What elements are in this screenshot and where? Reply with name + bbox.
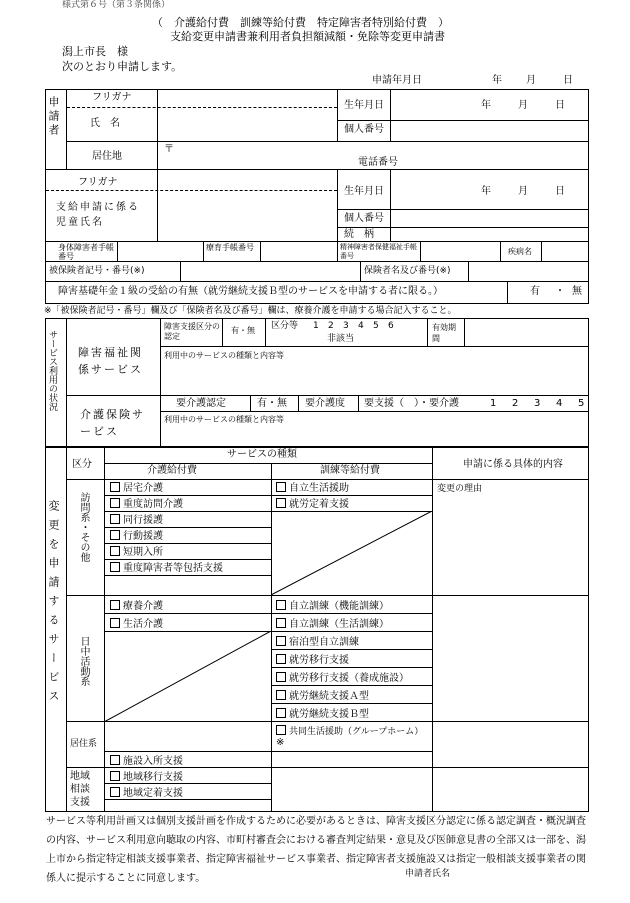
applicant-birth-month: 月 xyxy=(518,100,528,111)
insured-number-label: 被保険者記号・番号(※) xyxy=(49,266,145,276)
mental-handbook-label: 精神障害者保健福祉手帳番号 xyxy=(340,243,417,260)
checkbox-icon[interactable] xyxy=(276,690,286,700)
kaigo-option-9[interactable]: 施設入所支援 xyxy=(110,755,183,767)
pension-yes[interactable]: 有 xyxy=(530,286,540,297)
content-header: 申請に係る具体的内容 xyxy=(463,459,563,470)
kunren-option-2[interactable]: 就労定着支援 xyxy=(276,498,349,510)
checkbox-icon[interactable] xyxy=(276,672,286,682)
kunren-option-10[interactable]: 共同生活援助（グループホーム） xyxy=(276,725,423,737)
child-birth-month: 月 xyxy=(518,186,528,197)
checkbox-icon[interactable] xyxy=(276,482,286,492)
disease-name-label: 疾病名 xyxy=(508,247,532,256)
checkbox-icon[interactable] xyxy=(276,708,286,718)
checkbox-icon[interactable] xyxy=(110,755,120,765)
application-date-day: 日 xyxy=(563,75,573,86)
child-birth-day: 日 xyxy=(555,186,565,197)
ryoiku-handbook-label: 療育手帳番号 xyxy=(206,243,254,252)
class-header: 区分 xyxy=(72,459,92,470)
insurance-note: ※「被保険者記号・番号」欄及び「保険者名及び番号」欄は、療養介護を申請する場合記入すること。 xyxy=(44,306,457,316)
kaigo-option-4[interactable]: 行動援護 xyxy=(110,530,163,542)
g1-empty-cell-slash xyxy=(271,511,433,595)
applicant-furigana-label: フリガナ xyxy=(92,92,132,103)
child-furigana-label: フリガナ xyxy=(78,177,118,188)
grade-1[interactable]: 1 xyxy=(313,321,319,331)
applicant-birth-day: 日 xyxy=(555,100,565,111)
physical-handbook-label: 身体障害者手帳番号 xyxy=(58,243,114,261)
kaigo-option-2[interactable]: 重度訪問介護 xyxy=(110,498,183,510)
grade-label: 区分等 xyxy=(271,321,299,331)
care-level-label: 要介護度 xyxy=(305,398,345,409)
form-title-2: 支給変更申請書兼利用者負担額減額・免除等変更申請書 xyxy=(170,30,445,43)
grade-4[interactable]: 4 xyxy=(358,321,364,331)
child-birth-year: 年 xyxy=(481,186,491,197)
kaigo-header: 介護給付費 xyxy=(147,465,197,476)
group-residential-label: 居住系 xyxy=(70,739,98,749)
group-community-label: 地域相談支援 xyxy=(70,771,90,808)
change-side-label: 変更を申請するサービス xyxy=(47,500,60,709)
intro-text: 次のとおり申請します。 xyxy=(62,60,183,73)
support-cert-label: 障害支援区分の認定 xyxy=(164,322,220,341)
kunren-option-5[interactable]: 宿泊型自立訓練 xyxy=(276,636,359,648)
checkbox-icon[interactable] xyxy=(110,787,120,797)
grade-2[interactable]: 2 xyxy=(328,321,334,331)
kunren-option-8[interactable]: 就労継続支援Ａ型 xyxy=(276,690,369,702)
insurer-label: 保険者名及び番号(※) xyxy=(364,266,451,276)
child-name-label: 支給申請に係る児童氏名 xyxy=(56,202,140,228)
kaigo-option-6[interactable]: 重度障害者等包括支援 xyxy=(110,562,223,574)
non-applicable[interactable]: 非該当 xyxy=(327,334,355,344)
checkbox-icon[interactable] xyxy=(110,771,120,781)
checkbox-icon[interactable] xyxy=(276,498,286,508)
support-cert-yn[interactable]: 有・無 xyxy=(231,326,255,335)
usage-status-side-label: サービス利用の状況 xyxy=(47,330,57,411)
group-visit-label: 訪問系・その他 xyxy=(78,492,89,562)
care-level-4[interactable]: 4 xyxy=(556,398,563,409)
care-cert-label: 要介護認定 xyxy=(176,398,226,409)
pension-question: 障害基礎年金１級の受給の有無（就労継続支援Ｂ型のサービスを申請する者に限る。） xyxy=(58,286,443,297)
checkbox-icon[interactable] xyxy=(276,636,286,646)
care-level-5[interactable]: 5 xyxy=(578,398,585,409)
checkbox-icon[interactable] xyxy=(110,600,120,610)
checkbox-icon[interactable] xyxy=(276,600,286,610)
applicant-side-label: 申請者 xyxy=(47,96,60,138)
child-id-label: 個人番号 xyxy=(344,213,384,224)
kunren-option-7[interactable]: 就労移行支援（養成施設） xyxy=(276,672,409,684)
applicant-signature-label: 申請者氏名 xyxy=(405,869,451,879)
applicant-birth-year: 年 xyxy=(481,100,491,111)
kunren-option-9[interactable]: 就労継続支援Ｂ型 xyxy=(276,708,369,720)
grade-3[interactable]: 3 xyxy=(343,321,349,331)
checkbox-icon[interactable] xyxy=(110,482,120,492)
valid-period-label: 有効期間 xyxy=(432,323,456,343)
checkbox-icon[interactable] xyxy=(276,618,286,628)
application-date-label: 申請年月日 xyxy=(372,75,422,86)
child-relation-label: 続 柄 xyxy=(344,229,374,240)
care-cert-yn[interactable]: 有・無 xyxy=(257,398,287,409)
kaigo-option-11[interactable]: 地域定着支援 xyxy=(110,787,183,799)
application-date-month: 月 xyxy=(526,75,536,86)
pension-separator: ・ xyxy=(555,286,565,297)
checkbox-icon[interactable] xyxy=(110,618,120,628)
welfare-service-label: 障害福祉関係サービス xyxy=(78,346,143,376)
checkbox-icon[interactable] xyxy=(110,546,120,556)
applicant-birth-label: 生年月日 xyxy=(344,100,384,111)
support-level-label: 要支援（ ）・要介護 xyxy=(364,398,459,409)
service-types-header: サービスの種類 xyxy=(227,449,297,460)
checkbox-icon[interactable] xyxy=(110,530,120,540)
kaigo-option-7[interactable]: 療養介護 xyxy=(110,600,163,612)
care-level-1[interactable]: 1 xyxy=(490,398,497,409)
applicant-postal-mark: 〒 xyxy=(164,144,174,155)
checkbox-icon[interactable] xyxy=(276,654,286,664)
form-title-1: （ 介護給付費 訓練等給付費 特定障害者特別給付費 ） xyxy=(152,16,449,29)
pension-no[interactable]: 無 xyxy=(572,286,582,297)
welfare-usage-label: 利用中のサービスの種類と内容等 xyxy=(164,351,284,360)
applicant-phone-label: 電話番号 xyxy=(358,157,398,168)
application-date-year: 年 xyxy=(492,75,502,86)
kaigo-option-1[interactable]: 居宅介護 xyxy=(110,482,163,494)
kunren-option-1[interactable]: 自立生活援助 xyxy=(276,482,349,494)
checkbox-icon[interactable] xyxy=(276,725,286,735)
kunren-option-3[interactable]: 自立訓練（機能訓練） xyxy=(276,600,389,612)
checkbox-icon[interactable] xyxy=(110,562,120,572)
checkbox-icon[interactable] xyxy=(110,514,120,524)
group-daytime-label: 日中活動系 xyxy=(78,636,89,686)
care-usage-label: 利用中のサービスの種類と内容等 xyxy=(164,415,284,424)
grade-6[interactable]: 6 xyxy=(388,321,394,331)
applicant-id-label: 個人番号 xyxy=(344,124,384,135)
residential-note-mark: ※ xyxy=(276,737,285,748)
form-number: 様式第６号（第３条関係） xyxy=(62,0,171,10)
applicant-address-label: 居住地 xyxy=(92,151,122,162)
consent-statement: サービス等利用計画又は個別支援計画を作成するために必要があるときは、障害支援区分認定に係る認定調査・概況調査の内容、サービス利用意向聴取の内容、市町村審査会における審査判定結果・意見及び医師意見書の全部又は一部を、潟上市から指定特定相談支援事業者、指定障害福祉サービス事業者、指定障害者支援施設又は指定一般相談支援事業者の関係人に提示することに同意します。 xyxy=(46,816,586,884)
addressee: 潟上市長 様 xyxy=(62,45,128,58)
change-reason-label: 変更の理由 xyxy=(437,484,483,494)
applicant-name-label: 氏 名 xyxy=(90,118,120,129)
kunren-header: 訓練等給付費 xyxy=(320,465,380,476)
kaigo-option-3[interactable]: 同行援護 xyxy=(110,514,163,526)
kunren-option-6[interactable]: 就労移行支援 xyxy=(276,654,349,666)
care-insurance-label: 介護保険サービス xyxy=(80,408,145,438)
care-level-3[interactable]: 3 xyxy=(534,398,541,409)
g2-empty-cell-slash xyxy=(104,631,272,722)
checkbox-icon[interactable] xyxy=(110,498,120,508)
kunren-option-4[interactable]: 自立訓練（生活訓練） xyxy=(276,618,389,630)
kaigo-option-10[interactable]: 地域移行支援 xyxy=(110,771,183,783)
kaigo-option-5[interactable]: 短期入所 xyxy=(110,546,163,558)
kaigo-option-8[interactable]: 生活介護 xyxy=(110,618,163,630)
care-level-2[interactable]: 2 xyxy=(512,398,519,409)
child-birth-label: 生年月日 xyxy=(344,186,384,197)
grade-5[interactable]: 5 xyxy=(373,321,379,331)
